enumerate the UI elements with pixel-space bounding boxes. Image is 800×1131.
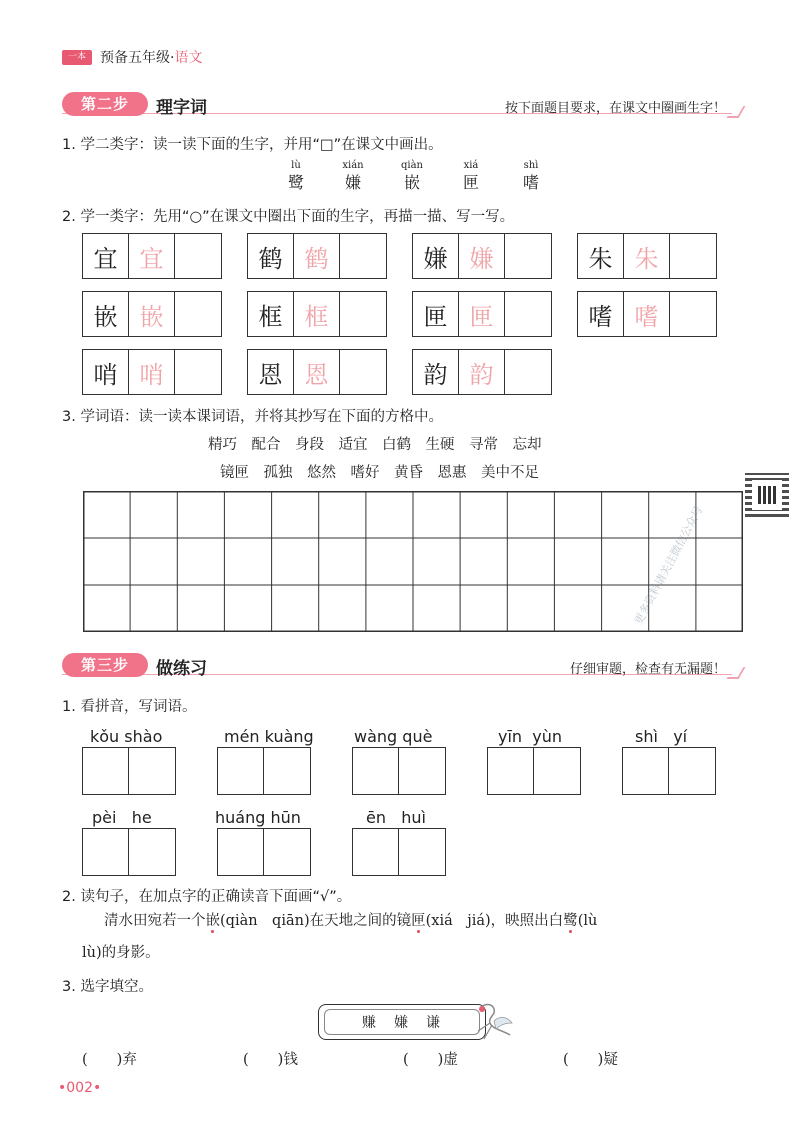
- book-title: 预备五年级·语文: [100, 50, 203, 66]
- pinyin-char: qiàn 嵌: [400, 160, 423, 192]
- step2-q2-label: 2. 学一类字：先用“○”在课文中圈出下面的生字，再描一描、写一写。: [62, 209, 515, 225]
- char-practice-box[interactable]: 哨 哨: [82, 349, 222, 395]
- pinyin-word-box[interactable]: [217, 828, 311, 876]
- pinyin-word-box[interactable]: [622, 747, 716, 795]
- pinyin-label: shì yí: [635, 727, 688, 746]
- char-practice-box[interactable]: 鹤 鹤: [247, 233, 387, 279]
- crane-icon: [470, 1001, 514, 1043]
- step2-q3-label: 3. 学词语：读一读本课词语，并将其抄写在下面的方格中。: [62, 409, 443, 425]
- step2-q1-label: 1. 学二类字：读一读下面的生字，并用“□”在课文中画出。: [62, 137, 443, 153]
- dotted-char: 匣: [411, 913, 426, 929]
- fill-blank[interactable]: ( )虚: [403, 1052, 458, 1068]
- pinyin-char: xiá 匣: [462, 160, 479, 192]
- char-practice-box[interactable]: 嵌 嵌: [82, 291, 222, 337]
- step3-header: [62, 653, 732, 681]
- char-practice-box[interactable]: 恩 恩: [247, 349, 387, 395]
- page-number: •002•: [58, 1080, 102, 1096]
- watermark-stamp: 更多资料请关注微信公众号: [631, 504, 706, 627]
- char-practice-box[interactable]: 宜 宜: [82, 233, 222, 279]
- char-practice-box[interactable]: 韵 韵: [412, 349, 552, 395]
- pinyin-label: huáng hūn: [215, 808, 301, 827]
- pinyin-char: lù 鹭: [287, 160, 304, 192]
- fill-blank[interactable]: ( )钱: [243, 1052, 298, 1068]
- pronunciation-options[interactable]: (xiá jiá)，映照出白: [425, 913, 564, 929]
- pronunciation-options[interactable]: (qiàn qiān)在天地之间的镜: [220, 913, 412, 929]
- pinyin-label: kǒu shào: [90, 727, 163, 746]
- pinyin-label: yīn yùn: [498, 727, 562, 746]
- choice-characters: 赚 嫌 谦: [324, 1009, 480, 1035]
- pinyin-char: shì 嗜: [522, 160, 539, 192]
- pinyin-label: ēn huì: [366, 808, 426, 827]
- fill-blank[interactable]: ( )疑: [563, 1052, 618, 1068]
- vocab-line-1: 精巧 配合 身段 适宜 白鹤 生硬 寻常 忘却: [208, 437, 542, 453]
- step2-tip: 按下面题目要求，在课文中圈画生字！: [504, 101, 726, 116]
- q1-pinyin-chars: [0, 160, 800, 196]
- step2-title: 理字词: [156, 98, 207, 118]
- step3-q3-label: 3. 选字填空。: [62, 979, 153, 995]
- step2-header: [62, 92, 732, 120]
- pronunciation-options[interactable]: (lù: [577, 913, 598, 929]
- step3-tip: 仔细审题，检查有无漏题！: [569, 662, 726, 677]
- pinyin-word-box[interactable]: [352, 747, 446, 795]
- dotted-char: 鹭: [563, 913, 578, 929]
- publisher-logo: 一本: [62, 50, 92, 65]
- vocab-line-2: 镜匣 孤独 悠然 嗜好 黄昏 恩惠 美中不足: [220, 465, 539, 481]
- char-practice-box[interactable]: 匣 匣: [412, 291, 552, 337]
- reading-sentence-cont: lù)的身影。: [82, 945, 160, 961]
- pinyin-label: pèi he: [92, 808, 152, 827]
- pinyin-word-box[interactable]: [82, 747, 176, 795]
- qr-code-center: [758, 486, 776, 504]
- step3-q2-label: 2. 读句子，在加点字的正确读音下面画“√”。: [62, 889, 352, 905]
- pinyin-word-box[interactable]: [487, 747, 581, 795]
- pinyin-word-box[interactable]: [82, 828, 176, 876]
- pinyin-char: xián 嫌: [342, 160, 364, 192]
- pinyin-label: mén kuàng: [224, 727, 314, 746]
- reading-sentence: 清水田宛若一个嵌(qiàn qiān)在天地之间的镜匣(xiá jiá)，映照出白鹭(lù: [104, 913, 598, 929]
- step3-title: 做练习: [156, 659, 207, 679]
- fill-blank[interactable]: ( )弃: [82, 1052, 137, 1068]
- dotted-char: 嵌: [205, 913, 220, 929]
- pinyin-word-box[interactable]: [352, 828, 446, 876]
- pinyin-label: wàng què: [354, 727, 433, 746]
- step3-q1-label: 1. 看拼音，写词语。: [62, 699, 197, 715]
- char-practice-box[interactable]: 嫌 嫌: [412, 233, 552, 279]
- char-practice-box[interactable]: 朱 朱: [577, 233, 717, 279]
- char-practice-box[interactable]: 框 框: [247, 291, 387, 337]
- step2-badge: 第二步: [62, 92, 148, 116]
- step3-badge: 第三步: [62, 653, 148, 677]
- pinyin-word-box[interactable]: [217, 747, 311, 795]
- char-practice-box[interactable]: 嗜 嗜: [577, 291, 717, 337]
